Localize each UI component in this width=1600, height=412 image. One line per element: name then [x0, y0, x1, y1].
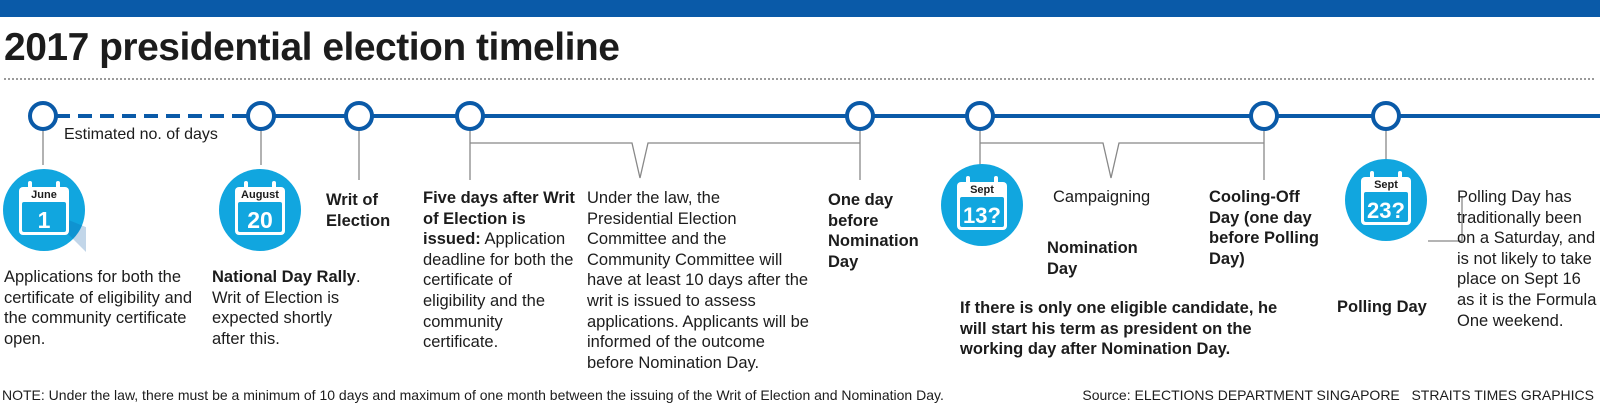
node-one-day [847, 103, 873, 129]
event-cooling-off-text: Cooling-Off Day (one day before Polling Day) [1209, 188, 1320, 268]
page-title: 2017 presidential election timeline [4, 26, 620, 69]
event-august-body: . Writ of Election is expected shortly after this. [212, 268, 361, 348]
estimated-days-label: Estimated no. of days [64, 126, 218, 143]
calendar-day: 20 [247, 207, 273, 233]
event-august-bold: National Day Rally [212, 268, 356, 286]
node-writ [346, 103, 372, 129]
calendar-icon-sept-13 [940, 163, 1024, 247]
event-law-text: Under the law, the Presidential Election Committee and the Community Committee will have at least 10 days after the writ is issued to assess applications. Applicants will be informed of the outcome before Nomination Day. [587, 189, 809, 372]
calendar-icon-june [2, 168, 86, 252]
footer-note: NOTE: Under the law, there must be a minimum of 10 days and maximum of one month between the issuing of the Writ of Election and Nomination Day. [2, 387, 944, 403]
node-polling [1373, 103, 1399, 129]
footer-source: Source: ELECTIONS DEPARTMENT SINGAPORE STRAITS TIMES GRAPHICS [1082, 387, 1594, 403]
event-august-text [212, 267, 367, 349]
calendar-day: 1 [37, 207, 51, 233]
event-five-days-body: Application deadline for both the certificate of eligibility and the community certificate. [423, 230, 574, 352]
calendar-day: 23? [1367, 198, 1405, 223]
node-cooling-off [1251, 103, 1277, 129]
event-five-days-text [423, 188, 575, 353]
node-august [248, 103, 274, 129]
node-june [30, 103, 56, 129]
event-writ-text: Writ of Election [326, 191, 391, 230]
event-june-text [4, 267, 192, 349]
event-june-body: Applications for both the certificate of eligibility and the community certificate open. [4, 268, 193, 348]
calendar-icon-august [218, 168, 302, 252]
event-single-candidate-text: If there is only one eligible candidate, he will start his term as president on the working day after Nomination Day. [960, 299, 1278, 359]
event-polling-note-text: Polling Day has traditionally been on a Saturday, and is not likely to take place on Sept 16 as it is the Formula One weekend. [1457, 188, 1597, 330]
calendar-month: August [241, 189, 279, 201]
event-five-days-bold: Five days after Writ of Election is issued: [423, 189, 575, 249]
bracket-law-period [470, 143, 860, 178]
calendar-month: Sept [1374, 179, 1398, 191]
event-nomination-text: Nomination Day [1047, 239, 1138, 278]
node-nomination [967, 103, 993, 129]
event-campaigning-text: Campaigning [1053, 188, 1151, 206]
event-polling-text: Polling Day [1337, 298, 1427, 316]
event-one-day-text: One day before Nomination Day [828, 191, 919, 271]
node-five-days [457, 103, 483, 129]
calendar-day: 13? [963, 203, 1001, 228]
calendar-month: Sept [970, 184, 994, 196]
calendar-month: June [31, 189, 57, 201]
calendar-icon-sept-23 [1344, 158, 1428, 242]
